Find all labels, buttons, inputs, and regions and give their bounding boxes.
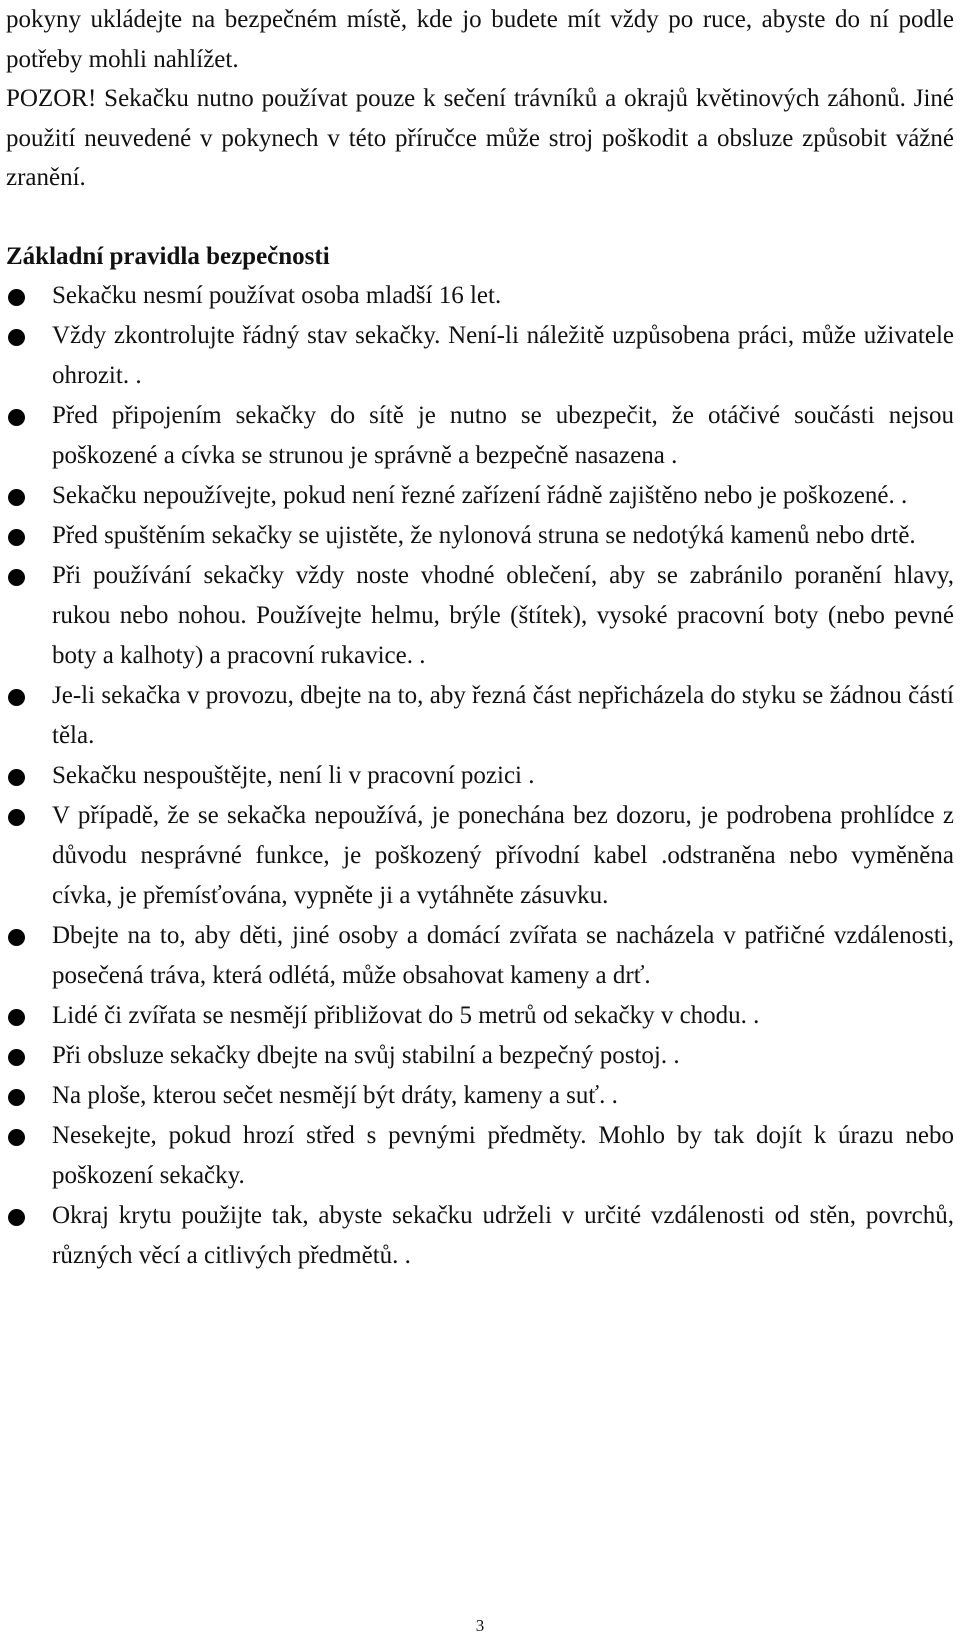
safety-rules-list <box>6 276 954 1276</box>
list-item <box>6 796 954 916</box>
list-item <box>6 676 954 756</box>
bullet-icon <box>8 769 25 786</box>
list-item <box>6 396 954 476</box>
page-number: 3 <box>475 1616 485 1635</box>
list-item <box>6 516 954 556</box>
bullet-icon <box>8 1049 25 1066</box>
bullet-icon <box>8 1129 25 1146</box>
list-item <box>6 1196 954 1276</box>
list-item-text: Před spuštěním sekačky se ujistěte, že nylonová struna se nedotýká kamenů nebo drtě. <box>52 522 916 549</box>
list-item <box>6 916 954 996</box>
bullet-icon <box>8 529 25 546</box>
intro-paragraph: pokyny ukládejte na bezpečném místě, kde jo budete mít vždy po ruce, abyste do ní podle potřeby mohli nahlížet. <box>6 6 954 73</box>
list-item-text: Sekačku nespouštějte, není li v pracovní pozici . <box>52 762 535 789</box>
list-item <box>6 316 954 396</box>
bullet-icon <box>8 1089 25 1106</box>
list-item-text: Sekačku nepoužívejte, pokud není řezné zařízení řádně zajištěno nebo je poškozené. . <box>52 482 908 509</box>
list-item-text: V případě, že se sekačka nepoužívá, je ponechána bez dozoru, je podrobena prohlídce z důvodu nesprávné funkce, je poškozený přívodní kabel .odstraněna nebo vyměněna cívka, je přemísťována, vypněte ji a vytáhněte zásuvku. <box>52 802 954 909</box>
bullet-icon <box>8 489 25 506</box>
bullet-icon <box>8 1009 25 1026</box>
list-item <box>6 556 954 676</box>
list-item-text: Lidé či zvířata se nesmějí přibližovat do 5 metrů od sekačky v chodu. . <box>52 1002 760 1029</box>
manual-page <box>6 0 954 1276</box>
section-heading: Základní pravidla bezpečnosti <box>6 242 330 270</box>
bullet-icon <box>8 289 25 306</box>
list-item <box>6 996 954 1036</box>
list-item-text: Dbejte na to, aby děti, jiné osoby a domácí zvířata se nacházela v patřičné vzdálenosti, posečená tráva, která odlétá, může obsahovat kameny a drť. <box>52 922 954 989</box>
bullet-icon <box>8 689 25 706</box>
bullet-icon <box>8 329 25 346</box>
list-item-text: Na ploše, kterou sečet nesmějí být dráty, kameny a suť. . <box>52 1082 618 1109</box>
list-item <box>6 1076 954 1116</box>
bullet-icon <box>8 809 25 826</box>
intro-text <box>6 0 954 198</box>
list-item-text: Je-li sekačka v provozu, dbejte na to, aby řezná část nepřicházela do styku se žádnou částí těla. <box>52 682 954 749</box>
list-item <box>6 1036 954 1076</box>
bullet-icon <box>8 569 25 586</box>
bullet-icon <box>8 929 25 946</box>
list-item-text: Okraj krytu použijte tak, abyste sekačku udrželi v určité vzdálenosti od stěn, povrchů, různých věcí a citlivých předmětů. . <box>52 1202 954 1269</box>
bullet-icon <box>8 1209 25 1226</box>
list-item <box>6 1116 954 1196</box>
bullet-icon <box>8 409 25 426</box>
list-item-text: Před připojením sekačky do sítě je nutno se ubezpečit, že otáčivé součásti nejsou poškozené a cívka se strunou je správně a bezpečně nasazena . <box>52 402 954 469</box>
list-item-text: Vždy zkontrolujte řádný stav sekačky. Není-li náležitě uzpůsobena práci, může uživatele ohrozit. . <box>52 322 954 389</box>
list-item-text: Při obsluze sekačky dbejte na svůj stabilní a bezpečný postoj. . <box>52 1042 680 1069</box>
list-item <box>6 756 954 796</box>
list-item-text: Sekačku nesmí používat osoba mladší 16 let. <box>52 282 502 309</box>
list-item-text: Nesekejte, pokud hrozí střed s pevnými předměty. Mohlo by tak dojít k úrazu nebo poškození sekačky. <box>52 1122 954 1189</box>
list-item-text: Při používání sekačky vždy noste vhodné oblečení, aby se zabránilo poranění hlavy, rukou nebo nohou. Používejte helmu, brýle (štítek), vysoké pracovní boty (nebo pevné boty a kalhoty) a pracovní rukavice. . <box>52 562 954 669</box>
warning-paragraph: POZOR! Sekačku nutno používat pouze k sečení trávníků a okrajů květinových záhonů. Jiné použití neuvedené v pokynech v této příručce může stroj poškodit a obsluze způsobit vážné zranění. <box>6 85 954 191</box>
list-item <box>6 476 954 516</box>
list-item <box>6 276 954 316</box>
